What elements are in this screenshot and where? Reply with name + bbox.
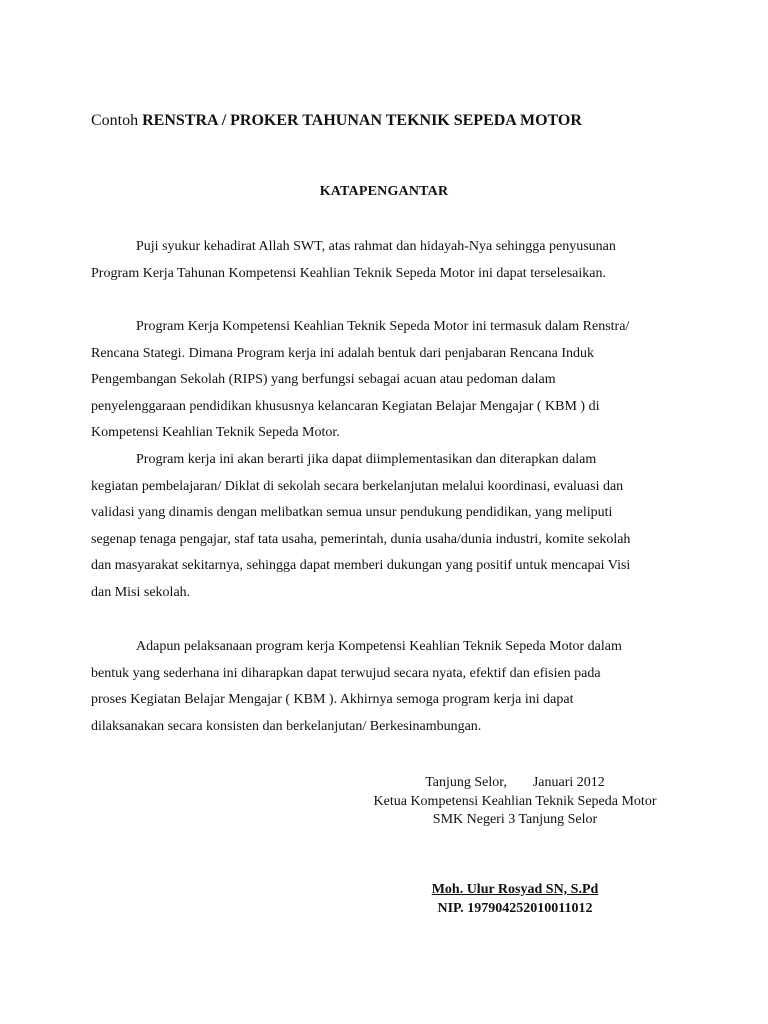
paragraph-line: penyelenggaraan pendidikan khususnya kelancaran Kegiatan Belajar Mengajar ( KBM ) di <box>91 398 600 414</box>
paragraph-line: kegiatan pembelajaran/ Diklat di sekolah secara berkelanjutan melalui koordinasi, evaluasi dan <box>91 478 624 494</box>
signer-block <box>340 881 690 918</box>
paragraph-line: Program kerja ini akan berarti jika dapat diimplementasikan dan diterapkan dalam <box>136 452 597 467</box>
signature-block <box>340 774 690 830</box>
signature-institution: SMK Negeri 3 Tanjung Selor <box>432 812 598 827</box>
signature-place: Tanjung Selor, <box>425 775 507 790</box>
paragraph-1 <box>91 234 681 287</box>
paragraph-line: bentuk yang sederhana ini diharapkan dapat terwujud secara nyata, efektif dan efisien pada <box>91 665 601 681</box>
paragraph-line: Rencana Stategi. Dimana Program kerja ini adalah bentuk dari penjabaran Rencana Induk <box>91 345 595 361</box>
paragraph-line: Program Kerja Tahunan Kompetensi Keahlian Teknik Sepeda Motor ini dapat terselesaikan. <box>91 265 606 281</box>
paragraph-line: dan masyarakat sekitarnya, sehingga dapat memberi dukungan yang positif untuk mencapai Visi <box>91 558 631 574</box>
signer-name: Moh. Ulur Rosyad SN, S.Pd <box>431 882 599 897</box>
paragraph-line: Puji syukur kehadirat Allah SWT, atas rahmat dan hidayah-Nya sehingga penyusunan <box>136 239 616 254</box>
paragraph-line: Pengembangan Sekolah (RIPS) yang berfungsi sebagai acuan atau pedoman dalam <box>91 372 556 388</box>
paragraph-line: validasi yang dinamis dengan melibatkan semua unsur pendukung pendidikan, yang meliputi <box>91 505 613 521</box>
paragraph-2 <box>91 314 681 447</box>
signer-nip: NIP. 197904252010011012 <box>437 900 593 916</box>
document-title <box>91 112 582 130</box>
signature-date: Januari 2012 <box>532 775 605 790</box>
paragraph-line: Adapun pelaksanaan program kerja Kompetensi Keahlian Teknik Sepeda Motor dalam <box>136 639 622 654</box>
section-heading: KATAPENGANTAR <box>319 184 449 199</box>
title-main: RENSTRA / PROKER TAHUNAN TEKNIK SEPEDA MOTOR <box>142 112 582 129</box>
paragraph-line: segenap tenaga pengajar, staf tata usaha, pemerintah, dunia usaha/dunia industri, komite sekolah <box>91 531 631 547</box>
title-prefix: Contoh <box>91 112 139 129</box>
signature-place-date <box>340 774 690 793</box>
signature-position: Ketua Kompetensi Keahlian Teknik Sepeda Motor <box>373 793 657 809</box>
paragraph-line: dilaksanakan secara konsisten dan berkelanjutan/ Berkesinambungan. <box>91 718 482 734</box>
paragraph-line: dan Misi sekolah. <box>91 584 191 600</box>
paragraph-line: Program Kerja Kompetensi Keahlian Teknik Sepeda Motor ini termasuk dalam Renstra/ <box>136 319 630 334</box>
paragraph-line: proses Kegiatan Belajar Mengajar ( KBM ). Akhirnya semoga program kerja ini dapat <box>91 692 574 708</box>
paragraph-3 <box>91 447 681 607</box>
paragraph-4 <box>91 634 681 740</box>
paragraph-line: Kompetensi Keahlian Teknik Sepeda Motor. <box>91 425 340 441</box>
